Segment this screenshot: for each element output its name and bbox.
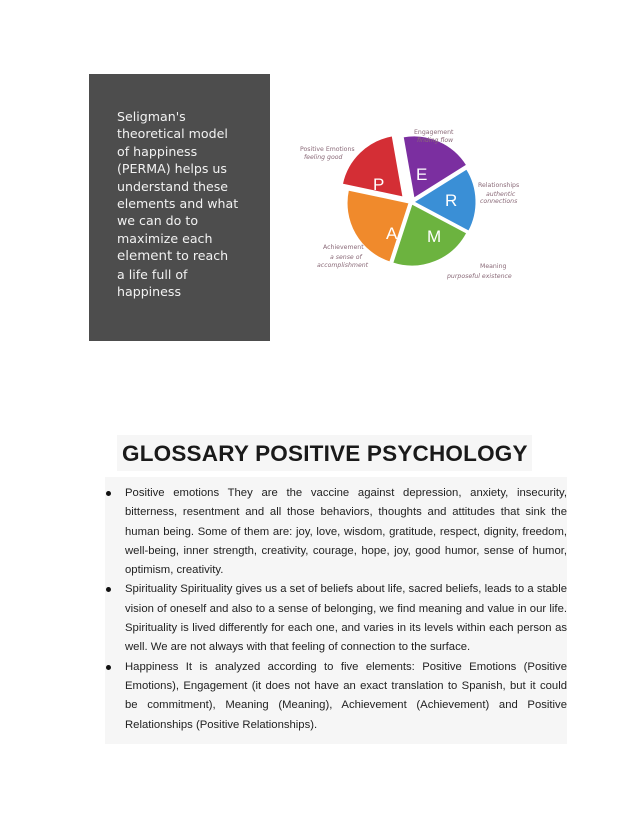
label-relationships-sub1: authentic — [486, 191, 516, 198]
pie-letter-a: A — [386, 224, 398, 243]
caption-line: happiness — [117, 284, 182, 300]
label-positive-emotions-sub: feeling good — [304, 154, 343, 161]
glossary-item — [125, 658, 567, 735]
glossary-item — [125, 484, 567, 580]
label-achievement-sub2: accomplishment — [317, 262, 369, 269]
glossary-item — [125, 580, 567, 657]
caption-line: maximize each — [117, 230, 213, 246]
label-engagement: Engagement — [414, 129, 454, 136]
glossary-list — [0, 484, 638, 735]
caption-line: we can do to — [117, 213, 199, 229]
glossary-item-text: Spirituality Spirituality gives us a set of beliefs about life, sacred beliefs, leads to a stable vision of oneself and also to a sense of belonging, we find meaning and value in our life. Spirituality is lived differently for each one, and varies in its levels within each person as well. We are not always with that feeling of connection to the surface. — [125, 583, 567, 654]
label-meaning: Meaning — [480, 263, 507, 270]
caption-line: understand these — [117, 178, 229, 194]
glossary-title: GLOSSARY POSITIVE PSYCHOLOGY — [117, 435, 532, 471]
label-relationships: Relationships — [478, 182, 520, 189]
caption-line: elements and what — [117, 196, 239, 212]
pie-letter-m: M — [427, 227, 442, 246]
caption-line — [117, 247, 267, 265]
label-engagement-sub: finding flow — [417, 137, 454, 144]
label-achievement: Achievement — [323, 244, 364, 251]
caption-emphasis: element — [117, 249, 173, 265]
glossary-item-text: Positive emotions They are the vaccine against depression, anxiety, insecurity, bitterness, resentment and all those behaviors, thoughts and attitudes that sink the human being. Some of them are: joy, love, wisdom, gratitude, respect, dignity, freedom, well-being, inner strength, creativity, courage, hope, joy, good humor, sense of humor, optimism, creativity. — [125, 487, 567, 577]
caption-line: a life full of — [117, 266, 188, 282]
glossary-item-text: Happiness It is analyzed according to five elements: Positive Emotions (Positive Emotions), Engagement (it does not have an exact translation to Spanish, but it could be commitment), Meaning (Meaning), Achievement (Achievement) and Positive Relationships (Positive Relationships). — [125, 660, 567, 731]
perma-caption — [117, 108, 267, 300]
caption-line: Seligman's — [117, 109, 186, 124]
bullet-icon — [106, 587, 111, 592]
pie-letter-e: E — [416, 165, 428, 184]
caption-tail: to reach — [172, 248, 229, 264]
perma-pie-diagram — [290, 118, 540, 288]
caption-line: theoretical model — [117, 126, 228, 142]
bullet-icon — [106, 491, 111, 496]
bullet-icon — [106, 665, 111, 670]
label-positive-emotions: Positive Emotions — [300, 146, 355, 153]
pie-letter-r: R — [445, 191, 458, 210]
caption-line: of happiness — [117, 143, 198, 159]
label-meaning-sub: purposeful existence — [447, 273, 512, 280]
pie-letter-p: P — [373, 175, 385, 194]
caption-line: (PERMA) helps us — [117, 161, 227, 177]
label-achievement-sub1: a sense of — [330, 254, 362, 261]
label-relationships-sub2: connections — [480, 198, 518, 205]
